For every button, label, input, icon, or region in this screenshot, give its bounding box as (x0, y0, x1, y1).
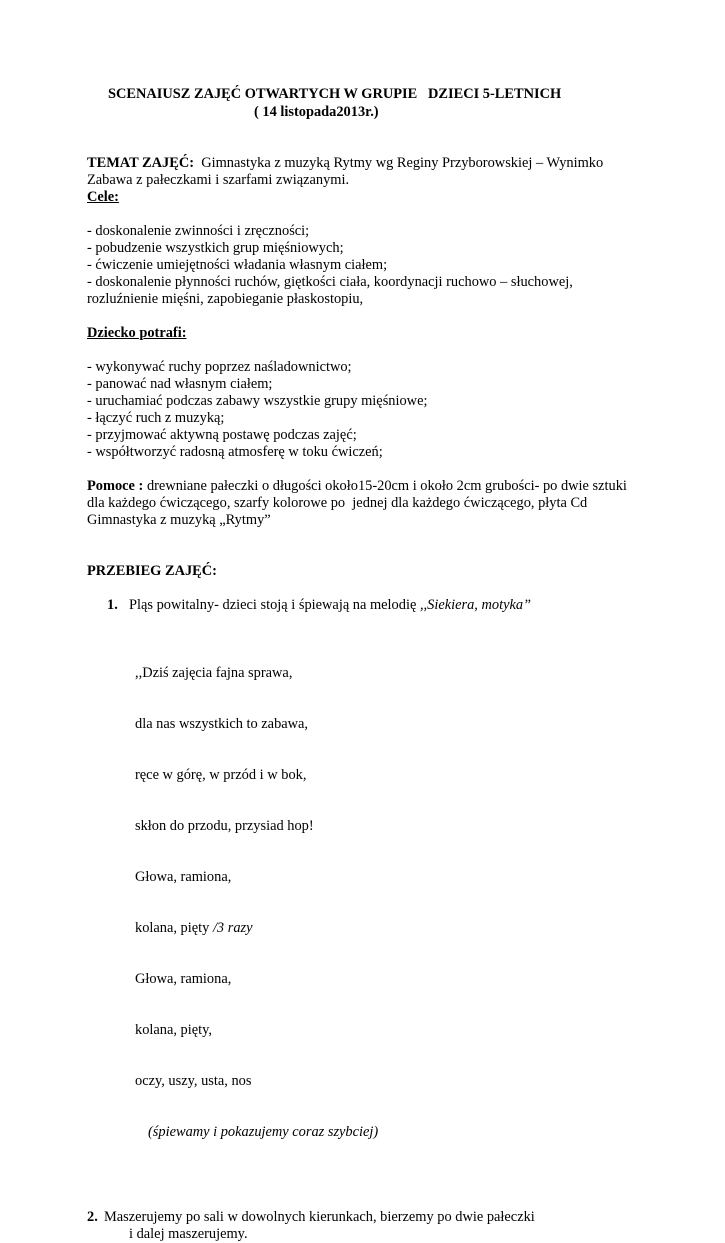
document-page (87, 86, 687, 1243)
step-1-text: Pląs powitalny- dzieci stoją i śpiewają na melodię (129, 597, 420, 613)
document-title: SCENAIUSZ ZAJĘĆ OTWARTYCH W GRUPIE DZIECI 5-LETNICH (108, 86, 562, 102)
theme-label: TEMAT ZAJĘĆ: (87, 155, 195, 171)
child-can-list (87, 359, 687, 461)
lyric-line: skłon do przodu, przysiad hop! (135, 818, 314, 834)
course-heading: PRZEBIEG ZAJĘĆ: (87, 563, 217, 579)
list-item: - panować nad własnym ciałem; (87, 376, 273, 392)
aids-label: Pomoce : (87, 478, 144, 494)
step-2 (87, 1209, 687, 1243)
step-1-melody: ,,Siekiera, motyka” (419, 597, 532, 613)
aids-line-2: dla każdego ćwiczącego, szarfy kolorowe po jednej dla każdego ćwiczącego, płyta Cd (87, 495, 588, 511)
aids-line-3: Gimnastyka z muzyką „Rytmy” (87, 512, 271, 528)
step-2-text-2: i dalej maszerujemy. (129, 1226, 248, 1242)
lyric-line: ręce w górę, w przód i w bok, (135, 767, 307, 783)
list-item: - pobudzenie wszystkich grup mięśniowych; (87, 240, 344, 256)
step-1 (87, 597, 687, 614)
aids-block (87, 478, 687, 529)
step-1-number: 1. (107, 597, 118, 613)
list-item: - ćwiczenie umiejętności władania własnym ciałem; (87, 257, 388, 273)
lyric-line: Głowa, ramiona, (135, 869, 232, 885)
aids-line-1: drewniane pałeczki o długości około15-20cm i około 2cm grubości- po dwie sztuki (143, 478, 627, 494)
lyric-text: kolana, pięty (135, 920, 213, 936)
lyric-line: kolana, pięty, (135, 1022, 212, 1038)
song-lyrics (87, 631, 687, 1175)
child-can-heading: Dziecko potrafi: (87, 325, 187, 341)
list-item: - przyjmować aktywną postawę podczas zajęć; (87, 427, 357, 443)
lyric-line: dla nas wszystkich to zabawa, (135, 716, 309, 732)
list-item: - łączyć ruch z muzyką; (87, 410, 225, 426)
lyric-line: Głowa, ramiona, (135, 971, 232, 987)
lyric-line-repeat (135, 920, 687, 937)
lyric-instruction: (śpiewamy i pokazujemy coraz szybciej) (148, 1124, 379, 1140)
repeat-note: /3 razy (212, 920, 253, 936)
list-item: - współtworzyć radosną atmosferę w toku ćwiczeń; (87, 444, 383, 460)
list-item: - doskonalenie płynności ruchów, giętkości ciała, koordynacji ruchowo – słuchowej, (87, 274, 573, 290)
document-date: ( 14 listopada2013r.) (254, 104, 379, 120)
lyric-line: ,,Dziś zajęcia fajna sprawa, (135, 665, 293, 681)
goals-heading: Cele: (87, 189, 119, 205)
theme-text-2: Zabawa z pałeczkami i szarfami związanymi. (87, 172, 350, 188)
list-item: rozluźnienie mięśni, zapobieganie płaskostopiu, (87, 291, 364, 307)
list-item: - wykonywać ruchy poprzez naśladownictwo; (87, 359, 352, 375)
list-item: - uruchamiać podczas zabawy wszystkie grupy mięśniowe; (87, 393, 428, 409)
step-2-number: 2. (87, 1209, 98, 1225)
theme-text: Gimnastyka z muzyką Rytmy wg Reginy Przyborowskiej – Wynimko (194, 155, 604, 171)
theme-block (87, 155, 687, 206)
step-2-text: Maszerujemy po sali w dowolnych kierunkach, bierzemy po dwie pałeczki (104, 1209, 535, 1225)
goals-list (87, 223, 687, 308)
list-item: - doskonalenie zwinności i zręczności; (87, 223, 310, 239)
lyric-line: oczy, uszy, usta, nos (135, 1073, 252, 1089)
